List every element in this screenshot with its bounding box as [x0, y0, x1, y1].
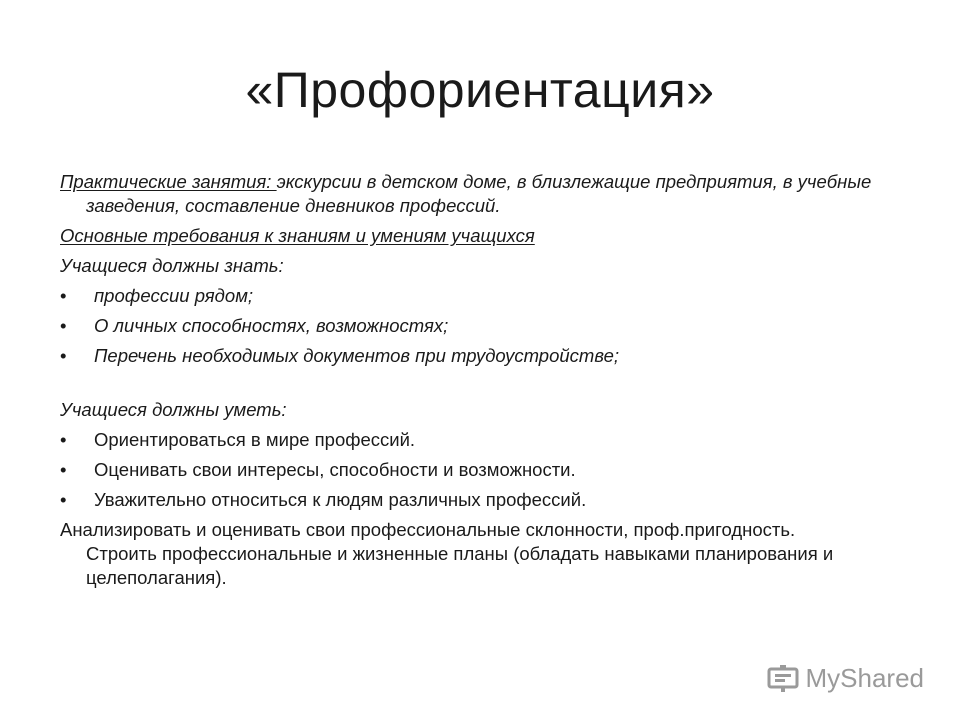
spacer — [60, 368, 880, 398]
bullet-icon: • — [60, 459, 67, 480]
practical-lessons-paragraph — [60, 170, 880, 218]
bullet-icon: • — [60, 429, 67, 450]
can-item-text: Оценивать свои интересы, способности и возможности. — [94, 459, 576, 480]
can-list-item — [60, 488, 880, 512]
final-paragraph-line1: Анализировать и оценивать свои профессиональные склонности, проф.пригодность. — [60, 519, 796, 540]
presentation-icon — [766, 664, 800, 694]
know-list-item — [60, 284, 880, 308]
can-item-text: Уважительно относиться к людям различных профессий. — [94, 489, 587, 510]
know-item-text: Перечень необходимых документов при трудоустройстве; — [94, 345, 620, 366]
know-item-text: профессии рядом; — [94, 285, 254, 306]
bullet-icon: • — [60, 345, 67, 366]
practical-lessons-text: экскурсии в детском доме, в близлежащие предприятия, в учебные заведения, составление дневников профессий. — [86, 171, 872, 216]
can-list-item — [60, 458, 880, 482]
practical-lessons-label: Практические занятия: — [60, 171, 277, 192]
final-paragraph-line2: Строить профессиональные и жизненные планы (обладать навыками планирования и целеполагания). — [86, 543, 834, 588]
watermark-logo — [766, 663, 925, 694]
requirements-heading: Основные требования к знаниям и умениям учащихся — [60, 225, 535, 246]
can-heading: Учащиеся должны уметь: — [60, 399, 287, 420]
know-item-text: О личных способностях, возможностях; — [94, 315, 449, 336]
bullet-icon: • — [60, 315, 67, 336]
bullet-icon: • — [60, 285, 67, 306]
watermark-text: MyShared — [805, 663, 924, 693]
can-list-item — [60, 428, 880, 452]
know-list-item — [60, 314, 880, 338]
can-item-text: Ориентироваться в мире профессий. — [94, 429, 416, 450]
final-paragraph — [60, 518, 880, 590]
slide-title: «Профориентация» — [245, 62, 715, 118]
know-list-item — [60, 344, 880, 368]
bullet-icon: • — [60, 489, 67, 510]
slide-content — [60, 170, 880, 590]
know-heading: Учащиеся должны знать: — [60, 255, 284, 276]
